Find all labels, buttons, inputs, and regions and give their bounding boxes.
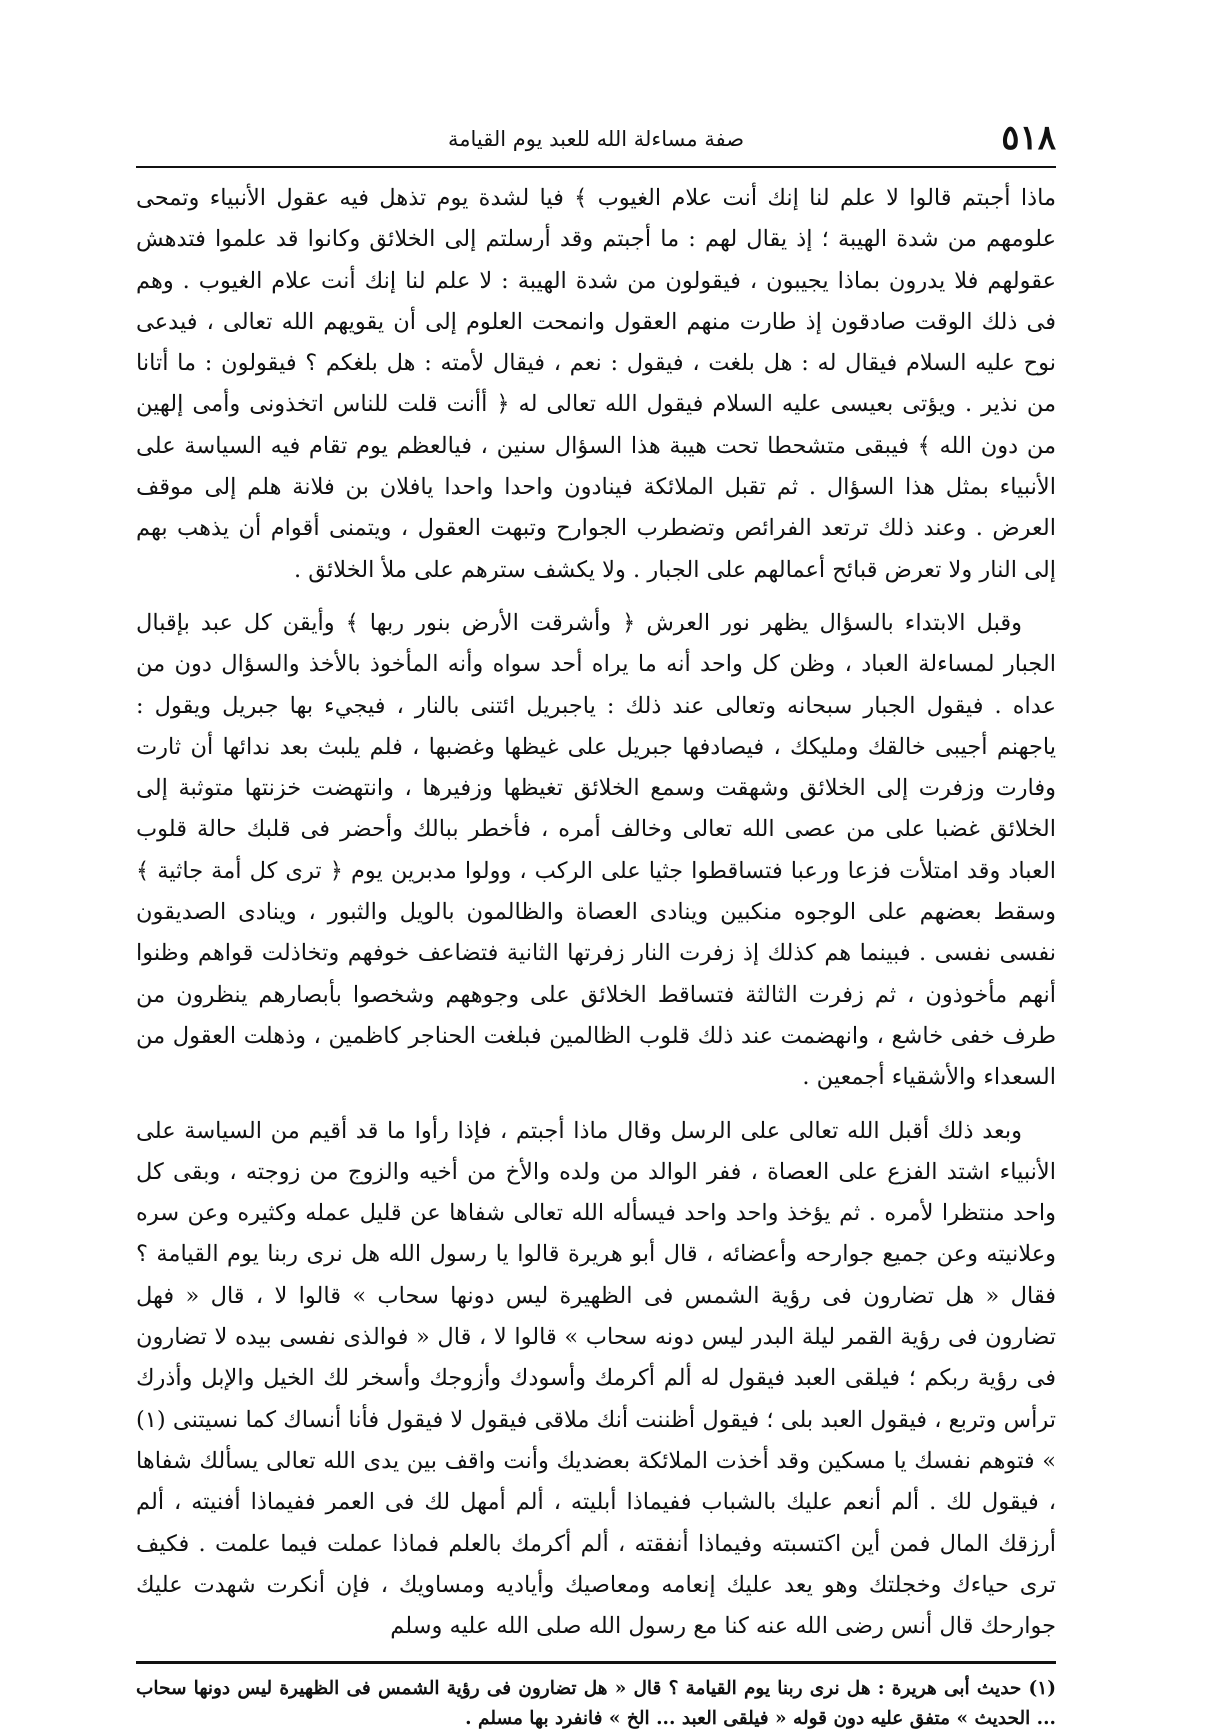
chapter-title: صفة مساءلة الله للعبد يوم القيامة: [447, 127, 745, 151]
paragraph-1: ماذا أجبتم قالوا لا علم لنا إنك أنت علام الغيوب ﴾ فيا لشدة يوم تذهل فيه عقول الأنبياء وتمحى علومهم من شدة الهيبة ؛ إذ يقال لهم : ما أجبتم وقد أرسلتم إلى الخلائق وكانوا قد علموا فتدهش عقولهم فلا يدرون بماذا يجيبون ، فيقولون من شدة الهيبة : لا علم لنا إنك أنت علام الغيوب . وهم فى ذلك الوقت صادقون إذ طارت منهم العقول وانمحت العلوم إلى أن يقويهم الله تعالى ، فيدعى نوح عليه السلام فيقال له : هل بلغت ، فيقول : نعم ، فيقال لأمته : هل بلغكم ؟ فيقولون : ما أتانا من نذير . ويؤتى بعيسى عليه السلام فيقول الله تعالى له ﴿ أأنت قلت للناس اتخذونى وأمى إلهين من دون الله ﴾ فيبقى متشحطا تحت هيبة هذا السؤال سنين ، فيالعظم يوم تقام فيه السياسة على الأنبياء بمثل هذا السؤال . ثم تقبل الملائكة فينادون واحدا واحدا يافلان بن فلانة هلم إلى موقف العرض . وعند ذلك ترتعد الفرائص وتضطرب الجوارح وتبهت العقول ، ويتمنى أقوام أن يذهب بهم إلى النار ولا تعرض قبائح أعمالهم على الجبار . ولا يكشف سترهم على ملأ الخلائق .: [136, 185, 1056, 583]
footnote: [136, 1674, 1056, 1734]
footnote-rule: [136, 1661, 1056, 1664]
header-rule: [136, 166, 1056, 168]
paragraph-2: وقبل الابتداء بالسؤال يظهر نور العرش ﴿ وأشرقت الأرض بنور ربها ﴾ وأيقن كل عبد بإقبال الجبار لمساءلة العباد ، وظن كل واحد أنه ما يراه أحد سواه وأنه المأخوذ بالأخذ والسؤال دون من عداه . فيقول الجبار سبحانه وتعالى عند ذلك : ياجبريل ائتنى بالنار ، فيجيء بها جبريل ويقول : ياجهنم أجيبى خالقك ومليكك ، فيصادفها جبريل على غيظها وغضبها ، فلم يلبث بعد ندائها أن ثارت وفارت وزفرت إلى الخلائق وشهقت وسمع الخلائق تغيظها وزفيرها ، وانتهضت خزنتها متوثبة إلى الخلائق غضبا على من عصى الله تعالى وخالف أمره ، فأخطر ببالك وأحضر فى قلبك حالة قلوب العباد وقد امتلأت فزعا ورعبا فتساقطوا جثيا على الركب ، وولوا مدبرين يوم ﴿ ترى كل أمة جاثية ﴾ وسقط بعضهم على الوجوه منكبين وينادى العصاة والظالمون بالويل والثبور ، وينادى الصديقون نفسى نفسى . فبينما هم كذلك إذ زفرت النار زفرتها الثانية فتضاعف خوفهم وتخاذلت قواهم وظنوا أنهم مأخوذون ، ثم زفرت الثالثة فتساقط الخلائق على وجوههم وشخصوا بأبصارهم ينظرون من طرف خفى خاشع ، وانهضمت عند ذلك قلوب الظالمين فبلغت الحناجر كاظمين ، وذهلت العقول من السعداء والأشقياء أجمعين .: [136, 609, 1056, 1091]
book-page: [136, 118, 1056, 1734]
footnote-text: (١) حديث أبى هريرة : هل نرى ربنا يوم القيامة ؟ قال « هل تضارون فى رؤية الشمس فى الظهيرة ليس دونها سحاب ... الحديث » متفق عليه دون قوله « فيلقى العبد ... الخ » فانفرد بها مسلم .: [136, 1678, 1056, 1730]
page-number: ٥١٨: [1001, 118, 1056, 158]
paragraph-3: وبعد ذلك أقبل الله تعالى على الرسل وقال ماذا أجبتم ، فإذا رأوا ما قد أقيم من السياسة على الأنبياء اشتد الفزع على العصاة ، ففر الوالد من ولده والأخ من أخيه والزوج من زوجته ، وبقى كل واحد منتظرا لأمره . ثم يؤخذ واحد واحد فيسأله الله تعالى شفاها عن قليل عمله وكثيره وعن سره وعلانيته وعن جميع جوارحه وأعضائه ، قال أبو هريرة قالوا يا رسول الله هل نرى ربنا يوم القيامة ؟ فقال « هل تضارون فى رؤية الشمس فى الظهيرة ليس دونها سحاب » قالوا لا ، قال « فهل تضارون فى رؤية القمر ليلة البدر ليس دونه سحاب » قالوا لا ، قال « فوالذى نفسى بيده لا تضارون فى رؤية ربكم ؛ فيلقى العبد فيقول له ألم أكرمك وأسودك وأزوجك وأسخر لك الخيل والإبل وأذرك ترأس وتربع ، فيقول العبد بلى ؛ فيقول أظننت أنك ملاقى فيقول لا فيقول فأنا أنساك كما نسيتنى (١) » فتوهم نفسك يا مسكين وقد أخذت الملائكة بعضديك وأنت واقف بين يدى الله تعالى يسألك شفاها ، فيقول لك . ألم أنعم عليك بالشباب ففيماذا أبليته ، ألم أمهل لك فى العمر ففيماذا أفنيته ، ألم أرزقك المال فمن أين اكتسبته وفيماذا أنفقته ، ألم أكرمك بالعلم فماذا عملت فيما علمت . فكيف ترى حياءك وخجلتك وهو يعد عليك إنعامه ومعاصيك وأياديه ومساويك ، فإن أنكرت شهدت عليك جوارحك قال أنس رضى الله عنه كنا مع رسول الله صلى الله عليه وسلم: [136, 1117, 1057, 1640]
main-text: [136, 178, 1056, 1647]
running-head: [136, 118, 1056, 164]
